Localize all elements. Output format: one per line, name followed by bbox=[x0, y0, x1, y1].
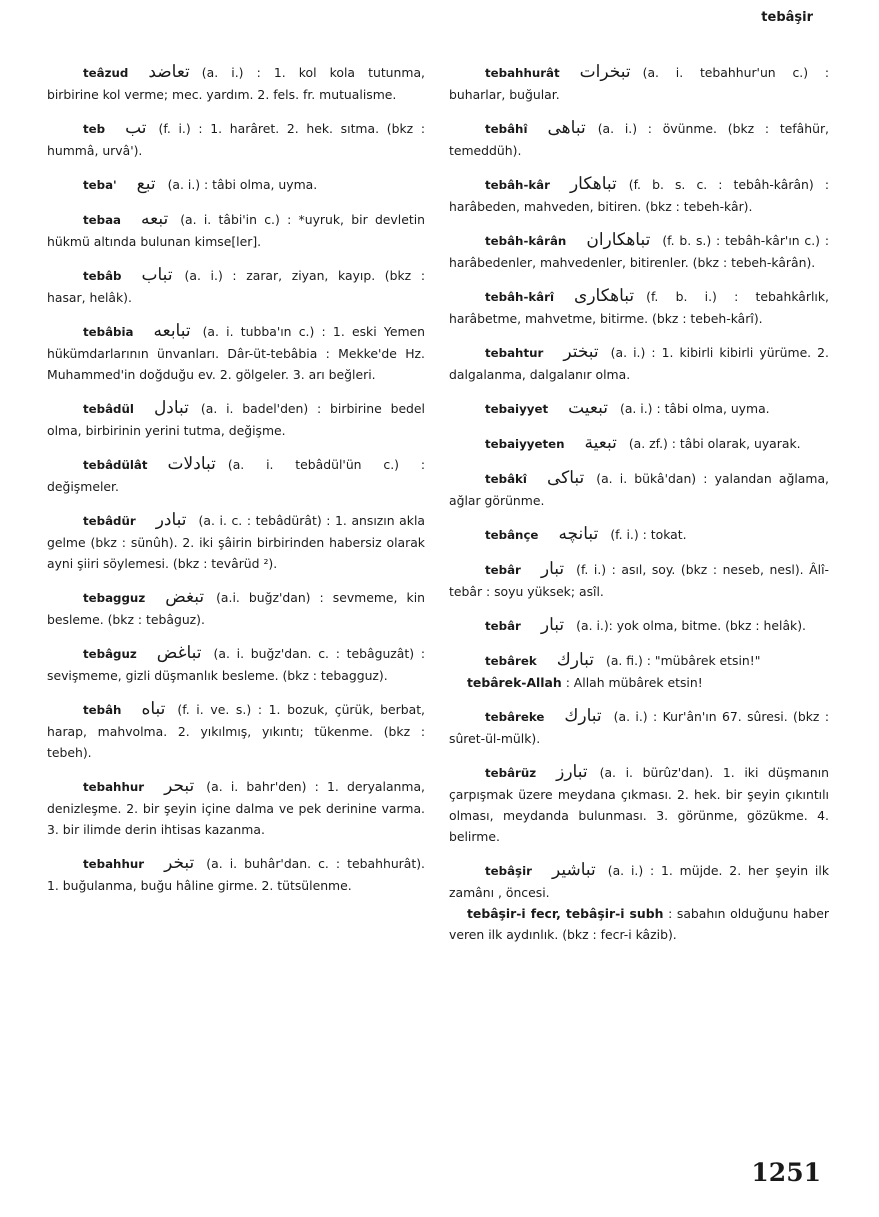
entry-headword: tebâb bbox=[83, 269, 122, 283]
entry-definition: (a. i. buhâr'dan. c. : tebahhurât). 1. buğulanma, buğu hâline girme. 2. tütsülenme. bbox=[47, 856, 425, 893]
entry-definition: (a. i.) : övünme. (bkz : tefâhür, temeddüh). bbox=[449, 121, 829, 158]
dictionary-entry bbox=[449, 650, 829, 672]
entry-arabic: تبادر bbox=[155, 510, 187, 530]
entry-headword: tebânçe bbox=[485, 528, 539, 542]
entry-definition: (a. i. tebâdül'ün c.) : değişmeler. bbox=[47, 457, 425, 494]
entry-headword: tebahhur bbox=[83, 857, 145, 871]
dictionary-entry bbox=[449, 433, 829, 455]
entry-headword: tebâdür bbox=[83, 514, 136, 528]
entry-arabic: تبخرات bbox=[579, 62, 631, 82]
left-column bbox=[47, 62, 425, 909]
entry-definition: (a. i. tebahhur'un c.) : buharlar, buğular. bbox=[449, 65, 829, 102]
dictionary-entry bbox=[47, 398, 425, 441]
entry-headword: tebâh bbox=[83, 703, 122, 717]
entry-definition: (a. fi.) : "mübârek etsin!" bbox=[605, 653, 761, 668]
dictionary-entry bbox=[449, 174, 829, 217]
entry-arabic: تبارز bbox=[556, 762, 588, 782]
entry-definition: (a. i.) : Kur'ân'ın 67. sûresi. (bkz : sûret-ül-mülk). bbox=[449, 709, 829, 746]
dictionary-entry bbox=[449, 342, 829, 385]
dictionary-entry bbox=[47, 699, 425, 763]
entry-headword: tebahhurât bbox=[485, 66, 560, 80]
entry-definition: (a. i.): yok olma, bitme. (bkz : helâk). bbox=[576, 618, 806, 633]
entry-headword: teâzud bbox=[83, 66, 129, 80]
sub-entry bbox=[449, 672, 829, 693]
dictionary-entry bbox=[449, 559, 829, 602]
page-number: 1251 bbox=[751, 1158, 821, 1187]
dictionary-entry bbox=[449, 468, 829, 511]
entry-headword: tebâh-kâr bbox=[485, 178, 550, 192]
entry-arabic: تبعیة bbox=[584, 433, 617, 453]
dictionary-entry bbox=[47, 776, 425, 840]
entry-headword: tebaiyyet bbox=[485, 402, 549, 416]
entry-definition: (a. i.) : zarar, ziyan, kayıp. (bkz : hasar, helâk). bbox=[47, 268, 425, 305]
entry-arabic: تبابعه bbox=[153, 321, 191, 341]
entry-arabic: تباهکار bbox=[569, 174, 617, 194]
dictionary-entry bbox=[47, 853, 425, 896]
entry-arabic: تباب bbox=[141, 265, 173, 285]
entry-definition: (a. i.) : 1. kibirli kibirli yürüme. 2. dalgalanma, dalgalanır olma. bbox=[449, 345, 829, 382]
entry-definition: (f. i.) : 1. harâret. 2. hek. sıtma. (bkz : hummâ, urvâ'). bbox=[47, 121, 425, 158]
entry-arabic: تبانچه bbox=[558, 524, 599, 544]
entry-headword: teb bbox=[83, 122, 106, 136]
entry-arabic: تبارك bbox=[556, 650, 594, 670]
entry-arabic: تباهى bbox=[547, 118, 586, 138]
entry-headword: tebâkî bbox=[485, 472, 527, 486]
dictionary-entry bbox=[47, 454, 425, 497]
entry-definition: (a. i.) : 1. kol kola tutunma, birbirine kol verme; mec. yardım. 2. fels. fr. mutualisme. bbox=[47, 65, 425, 102]
entry-headword: teba' bbox=[83, 178, 117, 192]
entry-arabic: تبادلات bbox=[167, 454, 216, 474]
entry-definition: (a. i. buğz'dan. c. : tebâguzât) : sevişmeme, gizli düşmanlık besleme. (bkz : tebagguz). bbox=[47, 646, 425, 683]
entry-definition: (f. i.) : tokat. bbox=[610, 527, 687, 542]
running-head: tebâşir bbox=[761, 10, 813, 25]
entry-arabic: تب bbox=[125, 118, 147, 138]
dictionary-entry bbox=[47, 209, 425, 252]
entry-definition: (f. b. s. c. : tebâh-kârân) : harâbeden, mahveden, bitiren. (bkz : tebeh-kâr). bbox=[449, 177, 829, 214]
entry-headword: tebaa bbox=[83, 213, 122, 227]
dictionary-entry bbox=[449, 286, 829, 329]
entry-arabic: تباغض bbox=[156, 643, 202, 663]
entry-headword: tebârek bbox=[485, 654, 537, 668]
entry-headword: tebâreke bbox=[485, 710, 545, 724]
entry-arabic: تبار bbox=[540, 559, 565, 579]
entry-definition: (a. i. badel'den) : birbirine bedel olma, birbirinin yerini tutma, değişme. bbox=[47, 401, 425, 438]
entry-definition: (f. i. ve. s.) : 1. bozuk, çürük, berbat, harap, mahvolma. 2. yıkılmış, yıkıntı; tükenme. (bkz : tebeh). bbox=[47, 702, 425, 760]
dictionary-entry bbox=[449, 762, 829, 847]
dictionary-entry bbox=[449, 860, 829, 903]
entry-definition: (a. i. tubba'ın c.) : 1. eski Yemen hükümdarlarının ünvanları. Dâr-üt-tebâbia : Mekke'de Hz. Muhammed'in doğduğu ev. 2. gölgeler. 3. arı beğleri. bbox=[47, 324, 425, 382]
entry-definition: (f. b. s.) : tebâh-kâr'ın c.) : harâbedenler, mahvedenler, bitirenler. (bkz : tebeh-kârân). bbox=[449, 233, 829, 270]
entry-arabic: تباهکاران bbox=[586, 230, 651, 250]
entry-definition: (a.i. buğz'dan) : sevmeme, kin besleme. (bkz : tebâguz). bbox=[47, 590, 425, 627]
entry-definition: (a. i.) : tâbi olma, uyma. bbox=[167, 177, 318, 192]
entry-definition: (a. i. tâbi'in c.) : *uyruk, bir devletin hükmü altında bulunan kimse[ler]. bbox=[47, 212, 425, 249]
entry-headword: tebâguz bbox=[83, 647, 137, 661]
sub-entry-definition: : sabahın olduğunu haber veren ilk aydınlık. (bkz : fecr-i kâzib). bbox=[449, 906, 829, 942]
entry-arabic: تباشیر bbox=[551, 860, 596, 880]
dictionary-entry bbox=[449, 615, 829, 637]
entry-arabic: تبادل bbox=[153, 398, 189, 418]
entry-definition: (a. i. bahr'den) : 1. deryalanma, denizleşme. 2. bir şeyin içine dalma ve pek derinine varma. 3. bir ilimde derin ihtisas kazanma. bbox=[47, 779, 425, 837]
dictionary-entry bbox=[449, 118, 829, 161]
entry-arabic: تباکى bbox=[546, 468, 585, 488]
entry-arabic: تبعه bbox=[141, 209, 169, 229]
entry-arabic: تبع bbox=[136, 174, 156, 194]
entry-headword: tebâdül bbox=[83, 402, 134, 416]
entry-arabic: تباهکارى bbox=[574, 286, 635, 306]
entry-arabic: تبار bbox=[540, 615, 565, 635]
dictionary-entry bbox=[449, 398, 829, 420]
entry-headword: tebâdülât bbox=[83, 458, 148, 472]
entry-arabic: تباه bbox=[141, 699, 166, 719]
entry-definition: (f. i.) : asıl, soy. (bkz : neseb, nesl). Âlî-tebâr : soyu yüksek; asîl. bbox=[449, 562, 829, 599]
entry-definition: (a. i.) : tâbi olma, uyma. bbox=[620, 401, 770, 416]
entry-headword: tebâr bbox=[485, 619, 521, 633]
entry-arabic: تعاضد bbox=[148, 62, 190, 82]
dictionary-entry bbox=[47, 174, 425, 196]
dictionary-entry bbox=[47, 118, 425, 161]
entry-definition: (a. zf.) : tâbi olarak, uyarak. bbox=[628, 436, 801, 451]
right-column bbox=[449, 62, 829, 958]
entry-arabic: تبختر bbox=[563, 342, 599, 362]
dictionary-entry bbox=[47, 321, 425, 385]
entry-definition: (a. i. bükâ'dan) : yalandan ağlama, ağlar görünme. bbox=[449, 471, 829, 508]
entry-headword: tebâr bbox=[485, 563, 521, 577]
sub-entry-headword: tebârek-Allah bbox=[467, 675, 562, 690]
entry-definition: (a. i. bürûz'dan). 1. iki düşmanın çarpışmak üzere meydana çıkması. 2. hek. bir şeyin çıkıntılı olması, meydanda bulunması. 3. görünme, gözükme. 4. belirme. bbox=[449, 765, 829, 844]
entry-headword: tebâbia bbox=[83, 325, 134, 339]
sub-entry bbox=[449, 903, 829, 945]
entry-headword: tebahhur bbox=[83, 780, 145, 794]
dictionary-entry bbox=[47, 510, 425, 574]
dictionary-entry bbox=[47, 643, 425, 686]
entry-arabic: تبغض bbox=[165, 587, 205, 607]
entry-arabic: تبعیت bbox=[568, 398, 608, 418]
entry-headword: tebâhî bbox=[485, 122, 528, 136]
entry-definition: (a. i.) : 1. müjde. 2. her şeyin ilk zamânı , öncesi. bbox=[449, 863, 829, 900]
dictionary-entry bbox=[449, 524, 829, 546]
dictionary-entry bbox=[449, 62, 829, 105]
entry-arabic: تبارك bbox=[564, 706, 602, 726]
entry-arabic: تبخر bbox=[164, 853, 195, 873]
entry-headword: tebâşir bbox=[485, 864, 532, 878]
entry-headword: tebârüz bbox=[485, 766, 537, 780]
dictionary-entry bbox=[47, 587, 425, 630]
entry-definition: (a. i. c. : tebâdürât) : 1. ansızın akla gelme (bkz : sünûh). 2. iki şâirin birbirinden habersiz olarak ayni şiiri söylemesi. (bkz : tevârüd ²). bbox=[47, 513, 425, 571]
entry-headword: tebâh-kârî bbox=[485, 290, 555, 304]
entry-headword: tebâh-kârân bbox=[485, 234, 567, 248]
dictionary-entry bbox=[47, 265, 425, 308]
entry-headword: tebahtur bbox=[485, 346, 544, 360]
entry-headword: tebaiyyeten bbox=[485, 437, 565, 451]
entry-definition: (f. b. i.) : tebahkârlık, harâbetme, mahvetme, bitirme. (bkz : tebeh-kârî). bbox=[449, 289, 829, 326]
sub-entry-headword: tebâşir-i fecr, tebâşir-i subh bbox=[467, 906, 664, 921]
sub-entry-definition: : Allah mübârek etsin! bbox=[565, 675, 703, 690]
entry-headword: tebagguz bbox=[83, 591, 146, 605]
dictionary-entry bbox=[449, 706, 829, 749]
entry-arabic: تبحر bbox=[164, 776, 195, 796]
dictionary-entry bbox=[449, 230, 829, 273]
dictionary-entry bbox=[47, 62, 425, 105]
